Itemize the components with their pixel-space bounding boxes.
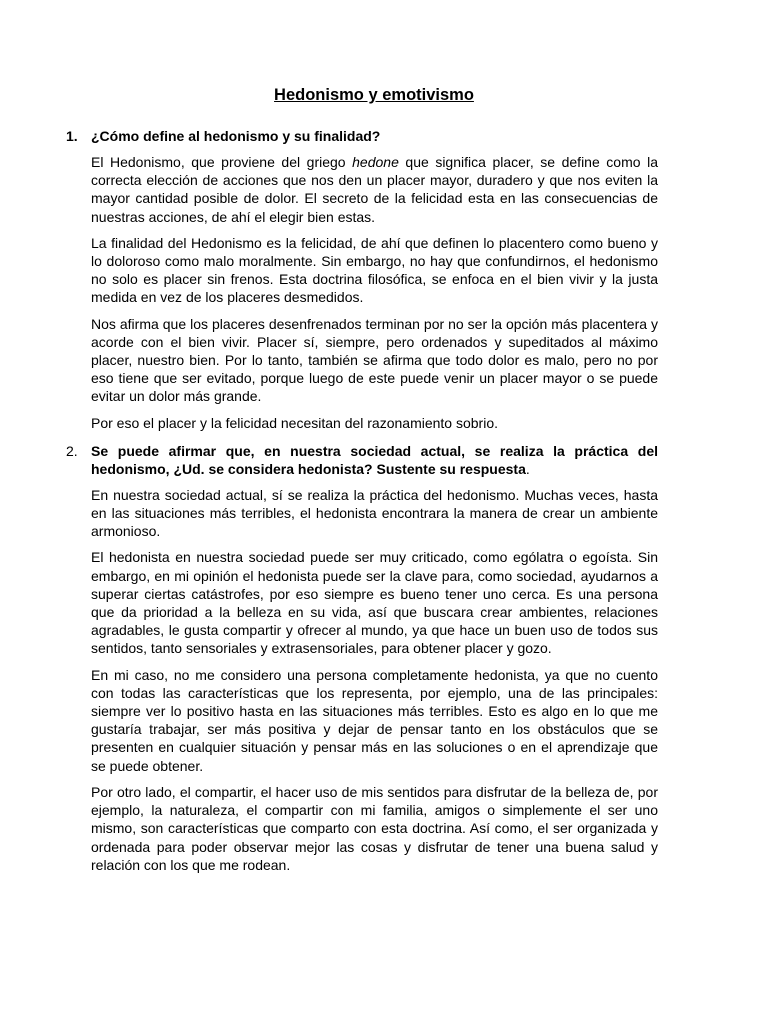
answer-1-paragraph-1-end: que significa placer, se define como la correcta elección de acciones que nos den un placer mayor, duradero y que nos eviten la mayor cantidad posible de dolor. El secreto de la felicidad esta en las consecuencias de nuestras acciones, de ahí el elegir bien estas. [91,154,658,225]
document-body [66,127,658,874]
answer-1-paragraph-2: La finalidad del Hedonismo es la felicidad, de ahí que definen lo placentero como bueno y lo doloroso como malo moralmente. Sin embargo, no hay que confundirnos, el hedonismo no solo es placer sin frenos. Esta doctrina filosófica, se enfoca en el bien vivir y la justa medida en vez de los placeres desmedidos. [91,234,658,306]
question-1 [66,127,658,145]
question-1-section [66,127,658,432]
question-1-text: ¿Cómo define al hedonismo y su finalidad? [91,128,381,144]
question-1-number: 1. [66,128,78,144]
answer-1-paragraph-1-start: El Hedonismo, que proviene del griego [91,154,353,170]
question-2-section [66,442,658,874]
answer-1-paragraph-1 [91,153,658,226]
answer-2-paragraph-4: Por otro lado, el compartir, el hacer uso de mis sentidos para disfrutar de la belleza de, por ejemplo, la naturaleza, el compartir con mi familia, amigos o simplemente el ser uno mismo, son características que comparto con esta doctrina. Así como, el ser organizada y ordenada para poder observar mejor las cosas y disfrutar de tener una buena salud y relación con los que me rodean. [91,783,658,873]
answer-1-paragraph-4: Por eso el placer y la felicidad necesitan del razonamiento sobrio. [91,414,499,431]
answer-2-paragraph-2: El hedonista en nuestra sociedad puede ser muy criticado, como ególatra o egoísta. Sin embargo, en mi opinión el hedonista puede ser la clave para, como sociedad, ayudarnos a superar ciertas catástrofes, por eso siempre es bueno tener uno cerca. Es una persona que da prioridad a la belleza en su vida, así que buscara crear ambientes, relaciones agradables, le gusta compartir y ofrecer al mundo, ya que hace un buen uso de todos sus sentidos, tanto sensoriales y extrasensoriales, para obtener placer y gozo. [91,549,658,657]
document-title: Hedonismo y emotivismo [274,86,474,104]
answer-2-paragraph-1: En nuestra sociedad actual, sí se realiza la práctica del hedonismo. Muchas veces, hasta en las situaciones más terribles, el hedonista encontrara la manera de crear un ambiente armonioso. [91,486,658,540]
question-2-text: Se puede afirmar que, en nuestra sociedad actual, se realiza la práctica del hedonismo, ¿Ud. se considera hedonista? Sustente su respuesta [91,442,658,477]
question-2 [66,442,658,478]
question-2-number: 2. [66,442,78,459]
answer-1-italic-term: hedone [352,154,399,170]
answer-1-paragraph-3: Nos afirma que los placeres desenfrenados terminan por no ser la opción más placentera y acorde con el bien vivir. Placer sí, siempre, pero ordenados y supeditados al máximo placer, nuestro bien. Por lo tanto, también se afirma que todo dolor es malo, pero no por eso tiene que ser evitado, porque luego de este puede venir un placer mayor o se puede evitar un dolor más grande. [91,315,658,405]
question-2-end-period: . [525,460,530,477]
answer-2-paragraph-3: En mi caso, no me considero una persona completamente hedonista, ya que no cuento con todas las características que los representa, por ejemplo, una de las principales: siempre ver lo positivo hasta en las situaciones más terribles. Esto es algo en lo que me gustaría trabajar, ser más positiva y dejar de pensar tanto en los obstáculos que se presenten en cualquier situación y pensar más en las soluciones o en el aprendizaje que se puede obtener. [91,666,658,774]
